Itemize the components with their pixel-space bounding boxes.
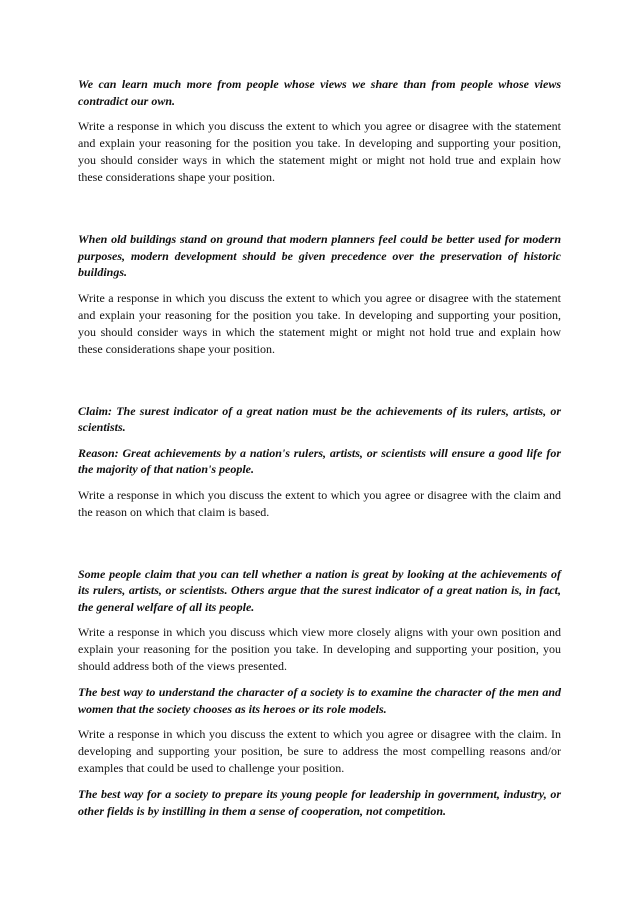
prompt-text: Some people claim that you can tell whether a nation is great by looking at the achievements of its rulers, artists, or scientists. Others argue that the surest indicator of a great nation is, in fact, the general welfare of all its people. [78, 566, 561, 614]
instruction-text: Write a response in which you discuss the extent to which you agree or disagree with the statement and explain your reasoning for the position you take. In developing and supporting your position, you should consider ways in which the statement might or might not hold true and explain how these considerations shape your position. [78, 119, 561, 184]
prompt-text: When old buildings stand on ground that modern planners feel could be better used for modern purposes, modern development should be given precedence over the preservation of historic buildings. [78, 232, 561, 279]
prompt-text: We can learn much more from people whose views we share than from people whose views contradict our own. [78, 77, 561, 108]
document-page [78, 76, 561, 819]
claim-text: Claim: The surest indicator of a great nation must be the achievements of its rulers, artists, or scientists. [78, 403, 561, 434]
instruction-text: Write a response in which you discuss which view more closely aligns with your own position and explain your reasoning for the position you take. In developing and supporting your position, you should address both of the views presented. [78, 625, 561, 673]
reason-text: Reason: Great achievements by a nation's rulers, artists, or scientists will ensure a good life for the majority of that nation's people. [78, 445, 561, 476]
instruction-text: Write a response in which you discuss the extent to which you agree or disagree with the claim. In developing and supporting your position, be sure to address the most compelling reasons and/or examples that could be used to challenge your position. [78, 727, 561, 775]
prompt-text: The best way to understand the character of a society is to examine the character of the men and women that the society chooses as its heroes or its role models. [78, 685, 561, 716]
instruction-text: Write a response in which you discuss the extent to which you agree or disagree with the claim and the reason on which that claim is based. [78, 487, 561, 519]
instruction-text: Write a response in which you discuss the extent to which you agree or disagree with the statement and explain your reasoning for the position you take. In developing and supporting your position, you should consider ways in which the statement might or might not hold true and explain how these considerations shape your position. [78, 290, 561, 356]
prompt-text: The best way for a society to prepare its young people for leadership in government, industry, or other fields is by instilling in them a sense of cooperation, not competition. [78, 787, 561, 818]
